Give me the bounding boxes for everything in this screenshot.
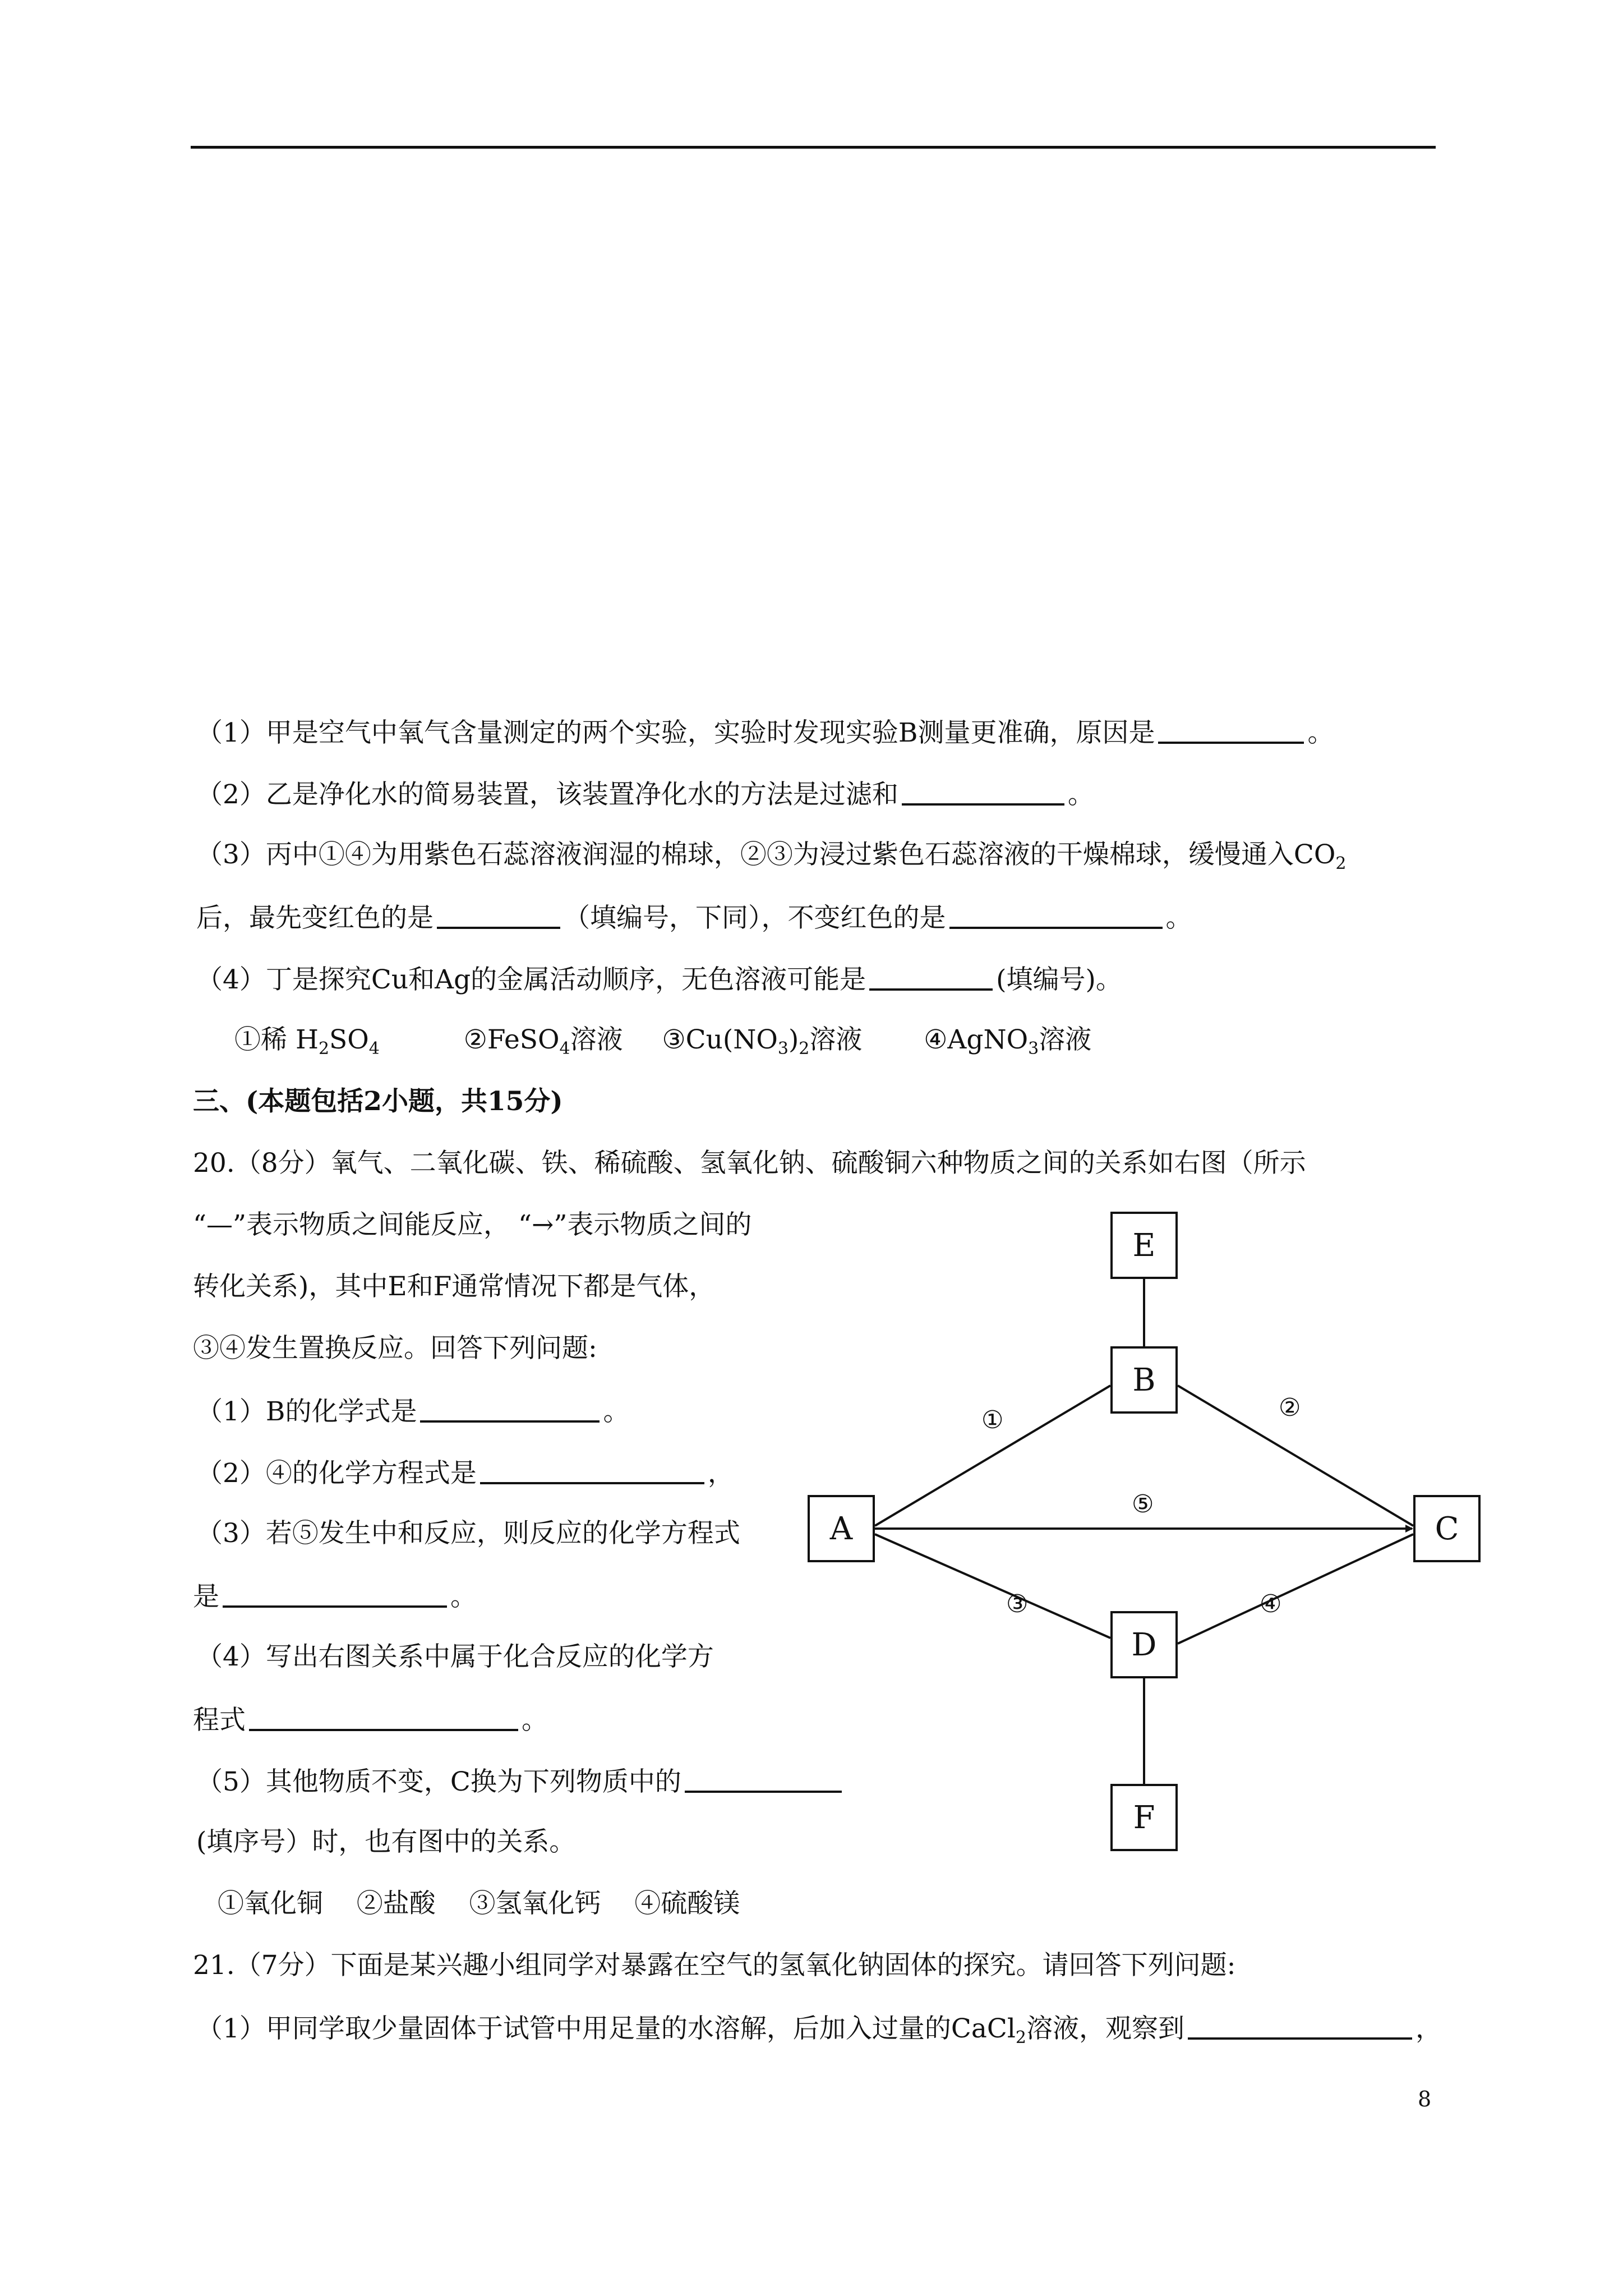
q19-part3-blank1[interactable] <box>437 900 560 929</box>
q20-sub3-text: 是 <box>193 1581 219 1612</box>
node-b: B <box>1110 1346 1178 1414</box>
q19-option4: ④AgNO$_3$溶液 <box>924 1024 1092 1059</box>
page-number: 8 <box>1418 2087 1432 2111</box>
cacl2-subscript: 2 <box>1015 2028 1026 2047</box>
edge-label-3: ③ <box>1006 1590 1029 1618</box>
co2-subscript: 2 <box>1335 854 1347 873</box>
q19-part2-text: （2）乙是净化水的简易装置，该装置净化水的方法是过滤和 <box>196 779 898 810</box>
q19-option2: ②FeSO$_4$溶液 <box>463 1024 623 1059</box>
q20-sub1-end: 。 <box>603 1396 630 1427</box>
q19-part4-end: (填编号)。 <box>996 964 1122 995</box>
q20-line1: 20.（8分）氧气、二氧化碳、铁、稀硫酸、氢氧化钠、硫酸铜六种物质之间的关系如右图（所示 <box>193 1148 1306 1179</box>
q19-part4 <box>196 961 1122 997</box>
q20-sub3-end: 。 <box>450 1581 477 1612</box>
q20-sub4-text: 程式 <box>193 1705 246 1736</box>
q20-sub1-blank[interactable] <box>420 1393 600 1423</box>
q20-sub1 <box>196 1393 629 1429</box>
q20-sub3-line2 <box>193 1579 477 1614</box>
q20-sub5-line1 <box>196 1764 845 1799</box>
node-e: E <box>1110 1212 1178 1279</box>
q20-sub4-end: 。 <box>522 1705 548 1736</box>
q19-part1-end: 。 <box>1307 717 1334 748</box>
q20-line4: ③④发生置换反应。回答下列问题: <box>193 1333 597 1364</box>
q21-line1: 21.（7分）下面是某兴趣小组同学对暴露在空气的氢氧化钠固体的探究。请回答下列问题: <box>193 1950 1236 1981</box>
q21-part1-blank[interactable] <box>1188 2010 1412 2040</box>
q20-sub4-line1: （4）写出右图关系中属于化合反应的化学方 <box>196 1641 714 1672</box>
q20-line2: “—”表示物质之间能反应， “→”表示物质之间的 <box>193 1209 752 1240</box>
q21-part1-end: ， <box>1415 2013 1442 2044</box>
q19-part2-end: 。 <box>1067 779 1094 810</box>
q21-part1-text: （1）甲同学取少量固体于试管中用足量的水溶解，后加入过量的CaCl <box>196 2013 1016 2044</box>
q19-part3b-mid: （填编号，下同），不变红色的是 <box>564 903 946 933</box>
node-f: F <box>1110 1784 1178 1851</box>
q20-sub2-text: （2）④的化学方程式是 <box>196 1458 477 1489</box>
node-a: A <box>808 1495 875 1562</box>
q19-part3-text: （3）丙中①④为用紫色石蕊溶液润湿的棉球，②③为浸过紫色石蕊溶液的干燥棉球，缓慢通入CO <box>196 839 1336 870</box>
q19-part1-text: （1）甲是空气中氧气含量测定的两个实验，实验时发现实验B测量更准确，原因是 <box>196 717 1155 748</box>
q20-sub3-blank[interactable] <box>223 1579 447 1608</box>
q19-part3-line1 <box>196 838 1347 872</box>
q20-sub2-end: ， <box>707 1458 734 1489</box>
q20-sub5-line2: (填序号）时，也有图中的关系。 <box>196 1826 576 1857</box>
edge-a-d <box>875 1534 1110 1638</box>
q20-sub2-blank[interactable] <box>480 1455 704 1484</box>
q20-sub3-line1: （3）若⑤发生中和反应，则反应的化学方程式 <box>196 1518 740 1549</box>
edge-label-2: ② <box>1279 1393 1301 1422</box>
q19-part4-text: （4）丁是探究Cu和Ag的金属活动顺序，无色溶液可能是 <box>196 964 866 995</box>
q19-options <box>234 1023 1091 1057</box>
q19-part1-blank[interactable] <box>1158 715 1304 744</box>
q21-part1 <box>196 2010 1442 2046</box>
section3-heading: 三、(本题包括2小题，共15分) <box>193 1086 563 1117</box>
edge-d-c <box>1178 1534 1413 1644</box>
q19-part2 <box>196 776 1094 812</box>
q20-options: ①氧化铜 ②盐酸 ③氢氧化钙 ④硫酸镁 <box>218 1888 740 1919</box>
header-rule <box>191 146 1436 149</box>
q19-part3-blank2[interactable] <box>949 900 1163 929</box>
diagram-edges <box>796 1206 1492 1857</box>
node-c: C <box>1413 1495 1481 1562</box>
q20-line3: 转化关系)，其中E和F通常情况下都是气体， <box>193 1271 716 1302</box>
q19-part4-blank[interactable] <box>869 961 993 991</box>
q19-option1: ①稀 $H_2SO_4$ <box>234 1024 380 1059</box>
node-d: D <box>1110 1611 1178 1678</box>
q20-sub2 <box>196 1455 734 1490</box>
q19-option3: $③Cu(NO_3)_2$溶液 <box>662 1024 863 1059</box>
edge-label-1: ① <box>981 1406 1004 1434</box>
q19-part1 <box>196 715 1334 750</box>
q21-part1-mid: 溶液，观察到 <box>1026 2013 1184 2044</box>
q19-part3-line2 <box>196 900 1192 935</box>
q20-sub1-text: （1）B的化学式是 <box>196 1396 417 1427</box>
q19-part2-blank[interactable] <box>902 776 1064 806</box>
q19-part3b-text: 后，最先变红色的是 <box>196 903 434 933</box>
edge-label-5: ⑤ <box>1132 1490 1154 1519</box>
q20-sub4-blank[interactable] <box>249 1702 518 1731</box>
q19-part3b-end: 。 <box>1165 903 1192 933</box>
q20-sub4-line2 <box>193 1702 548 1737</box>
edge-label-4: ④ <box>1260 1590 1282 1618</box>
q20-sub5-text: （5）其他物质不变，C换为下列物质中的 <box>196 1766 681 1797</box>
